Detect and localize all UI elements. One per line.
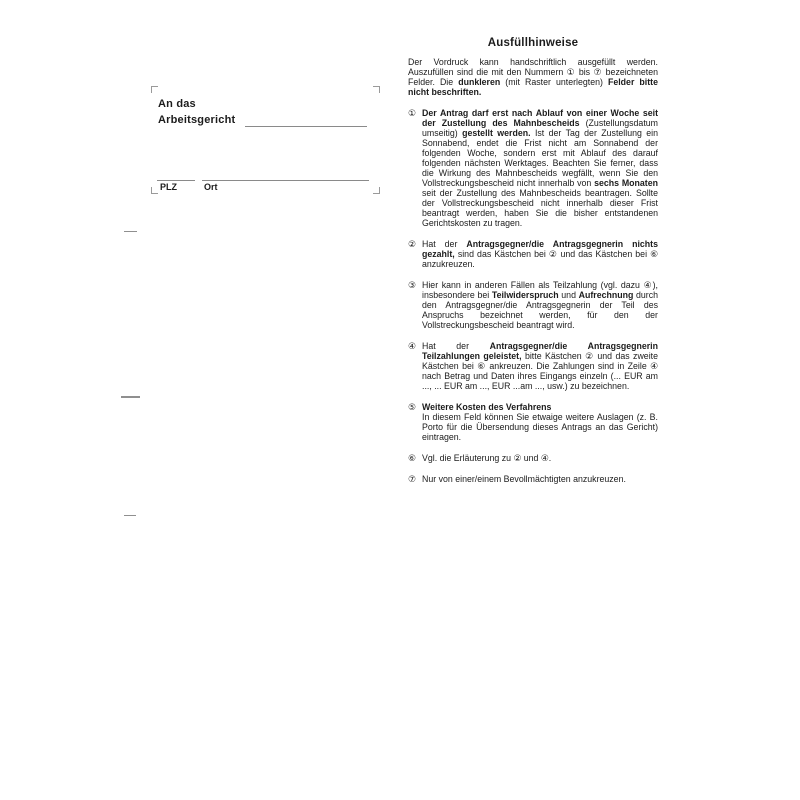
hint-item-1 <box>408 108 658 228</box>
hint-item-text <box>422 239 658 269</box>
text-segment: Antragsgegner/die Antragsgegnerin Teilzahlungen geleistet, <box>422 341 658 361</box>
hint-item-number: ③ <box>408 280 416 290</box>
text-segment: seit der Zustellung des Mahnbescheids beantragen. Sollte der Vollstreckungsbescheid nicht innerhalb dieser Frist beantragt werden, haben Sie die bisher entstandenen Gerichtskosten zu tragen. <box>422 188 658 228</box>
corner-mark-bottom-left-icon <box>151 187 158 194</box>
text-segment: Der Antrag darf erst nach Ablauf von einer Woche seit der Zustellung des Mahnbescheids <box>422 108 658 128</box>
text-segment: (Zustellungsdatum umseitig) <box>422 118 658 138</box>
hint-item-number: ④ <box>408 341 416 351</box>
fold-mark-top <box>124 231 137 232</box>
text-segment: bitte Kästchen ② und das zweite Kästchen bei ⑥ ankreuzen. Die Zahlungen sind in Zeile ④ nach Betrag und Daten ihres Eingangs einzeln (... EUR am ..., ... EUR am ..., EUR ...am ..., usw.) zu bezeichnen. <box>422 351 658 391</box>
text-segment: Der Vordruck kann handschriftlich ausgefüllt werden. Auszufüllen sind die mit den Nummern ① bis ⑦ bezeichneten Felder. Die <box>408 57 658 87</box>
text-segment: Hat der <box>422 341 490 351</box>
plz-fill-line <box>157 180 195 181</box>
text-segment: sechs Monaten <box>594 178 658 188</box>
text-segment: Felder bitte nicht beschriften. <box>408 77 658 97</box>
hint-item-number: ⑤ <box>408 402 416 412</box>
text-segment: In diesem Feld können Sie etwaige weitere Auslagen (z. B. Porto für die Übersendung dieses Antrags an das Gericht) eintragen. <box>422 412 658 442</box>
hint-item-3 <box>408 280 658 330</box>
hint-item-text <box>422 341 658 391</box>
corner-mark-top-left-icon <box>151 86 158 93</box>
hint-item-text <box>422 108 658 228</box>
address-line-an-das: An das <box>158 98 196 110</box>
hint-item-number: ⑦ <box>408 474 416 484</box>
hint-item-number: ⑥ <box>408 453 416 463</box>
hint-item-text <box>422 402 658 442</box>
text-segment: und <box>558 290 579 300</box>
plz-label: PLZ <box>160 182 177 192</box>
text-segment: Vgl. die Erläuterung zu ② und ④. <box>422 453 552 463</box>
instructions-title: Ausfüllhinweise <box>487 37 579 49</box>
hint-item-5 <box>408 402 658 442</box>
fold-mark-bottom <box>124 515 136 516</box>
text-segment: sind das Kästchen bei ② und das Kästchen bei ⑥ anzukreuzen. <box>422 249 658 269</box>
text-segment: Nur von einer/einem Bevollmächtigten anzukreuzen. <box>422 474 626 484</box>
text-segment: gestellt werden. <box>462 128 531 138</box>
ort-fill-line <box>202 180 369 181</box>
hint-item-number: ① <box>408 108 416 118</box>
text-segment: Weitere Kosten des Verfahrens <box>422 402 552 412</box>
hint-item-6 <box>408 453 658 463</box>
hint-item-text <box>422 280 658 330</box>
text-segment: dunkleren <box>458 77 501 87</box>
hint-item-text <box>422 453 658 463</box>
hint-item-number: ② <box>408 239 416 249</box>
hints-list <box>408 108 658 484</box>
punch-hole-mark <box>121 396 140 398</box>
text-segment: Ist der Tag der Zustellung ein Sonnabend, endet die Frist nicht am Sonnabend der folgenden Woche, sondern erst mit Ablauf des darauf folgenden nächsten Werktages. Beachten Sie ferner, dass die Wirkung des Mahnbescheids wegfällt, wenn Sie den Vollstreckungsbescheid nicht innerhalb von <box>422 128 659 188</box>
text-segment: durch den Antragsgegner/die Antragsgegnerin der Teil des Anspruchs bezeichnet werden, für den der Vollstreckungsbescheid beantragt wird. <box>422 290 658 330</box>
text-segment: Hat der <box>422 239 467 249</box>
corner-mark-bottom-right-icon <box>373 187 380 194</box>
address-line-arbeitsgericht: Arbeitsgericht <box>158 114 236 126</box>
hint-item-4 <box>408 341 658 391</box>
text-segment: Hier kann in anderen Fällen als Teilzahlung (vgl. dazu ④), insbesondere bei <box>422 280 658 300</box>
text-segment: Antragsgegner/die Antragsgegnerin nichts gezahlt, <box>422 239 658 259</box>
court-name-fill-line <box>245 126 367 127</box>
ort-label: Ort <box>204 182 218 192</box>
text-segment: (mit Raster unterlegten) <box>500 77 608 87</box>
text-segment: Teilwiderspruch <box>491 290 559 300</box>
hint-item-text <box>422 474 658 484</box>
text-segment: Aufrechnung <box>578 290 634 300</box>
hint-item-2 <box>408 239 658 269</box>
filling-instructions-column <box>408 37 658 484</box>
corner-mark-top-right-icon <box>373 86 380 93</box>
instructions-intro <box>408 57 658 97</box>
hint-item-7 <box>408 474 658 484</box>
